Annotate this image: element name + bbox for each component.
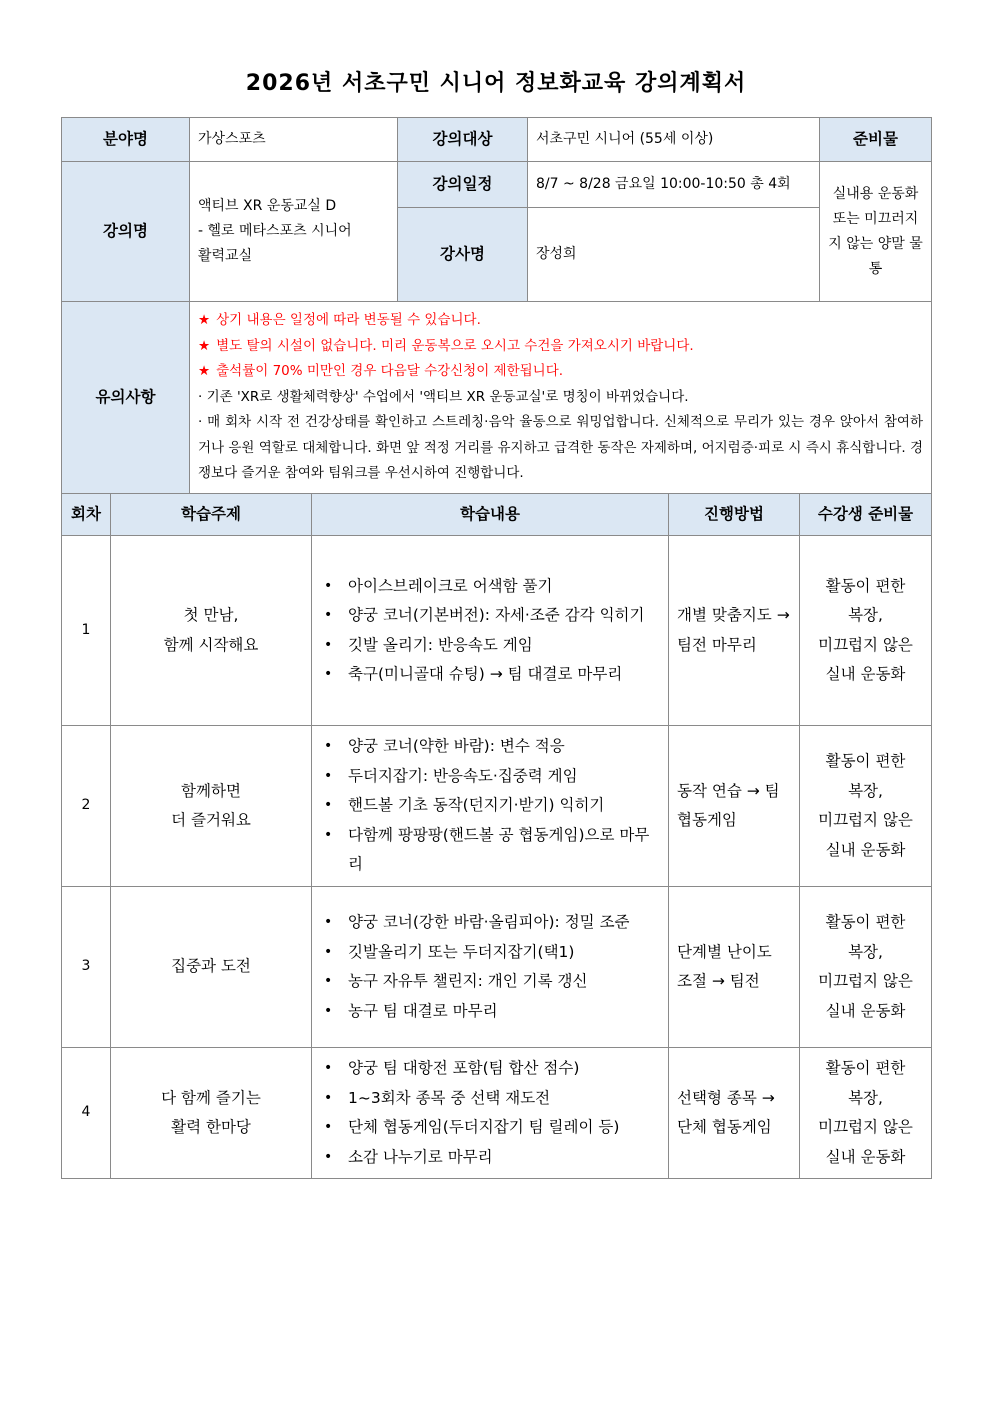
star-icon: ★ xyxy=(198,363,211,380)
content-list xyxy=(320,908,660,1026)
session-topic: 집중과 도전 xyxy=(111,887,312,1048)
schedule-value: 8/7 ~ 8/28 금요일 10:00-10:50 총 4회 xyxy=(528,162,820,208)
schedule-label: 강의일정 xyxy=(398,162,528,208)
session-prep: 활동이 편한 복장, 미끄럽지 않은 실내 운동화 xyxy=(800,536,932,726)
header-content: 학습내용 xyxy=(312,494,669,536)
note-line: · 기존 'XR로 생활체력향상' 수업에서 '액티브 XR 운동교실'로 명칭이 바뀌었습니다. xyxy=(198,388,689,405)
header-session: 회차 xyxy=(62,494,111,536)
list-item: • 양궁 코너(강한 바람·올림피아): 정밀 조준 xyxy=(348,908,660,938)
header-prep: 수강생 준비물 xyxy=(800,494,932,536)
star-icon: ★ xyxy=(198,312,211,329)
list-item: • 깃발올리기 또는 두더지잡기(택1) xyxy=(348,938,660,968)
target-value: 서초구민 시니어 (55세 이상) xyxy=(528,118,820,162)
session-content xyxy=(312,726,669,887)
session-number: 1 xyxy=(62,536,111,726)
session-content xyxy=(312,1048,669,1179)
field-value: 가상스포츠 xyxy=(190,118,398,162)
warning-line: ★ 별도 탈의 시설이 없습니다. 미리 운동복으로 오시고 수건을 가져오시기 바랍니다. xyxy=(198,337,694,354)
course-label: 강의명 xyxy=(62,162,190,302)
session-content xyxy=(312,887,669,1048)
session-method: 동작 연습 → 팀 협동게임 xyxy=(669,726,800,887)
list-item: • 두더지잡기: 반응속도·집중력 게임 xyxy=(348,762,660,792)
session-topic: 다 함께 즐기는 활력 한마당 xyxy=(111,1048,312,1179)
session-method: 단계별 난이도 조절 → 팀전 xyxy=(669,887,800,1048)
list-item: • 다함께 팡팡팡(핸드볼 공 협동게임)으로 마무리 xyxy=(348,821,660,880)
table-row xyxy=(62,887,932,1048)
materials-label: 준비물 xyxy=(820,118,932,162)
list-item: • 농구 팀 대결로 마무리 xyxy=(348,997,660,1027)
list-item: • 농구 자유투 챌린지: 개인 기록 갱신 xyxy=(348,967,660,997)
field-label: 분야명 xyxy=(62,118,190,162)
course-value xyxy=(190,162,398,302)
content-list xyxy=(320,732,660,880)
notes-content xyxy=(190,302,932,494)
session-topic: 첫 만남, 함께 시작해요 xyxy=(111,536,312,726)
materials-value: 실내용 운동화 또는 미끄러지지 않는 양말 물통 xyxy=(820,162,932,302)
session-prep: 활동이 편한 복장, 미끄럽지 않은 실내 운동화 xyxy=(800,887,932,1048)
target-label: 강의대상 xyxy=(398,118,528,162)
session-topic: 함께하면 더 즐거워요 xyxy=(111,726,312,887)
instructor-label: 강사명 xyxy=(398,208,528,302)
list-item: • 양궁 코너(기본버전): 자세·조준 감각 익히기 xyxy=(348,601,660,631)
note-line: · 매 회차 시작 전 건강상태를 확인하고 스트레칭·음악 율동으로 워밍업합니다. 신체적으로 무리가 있는 경우 앉아서 참여하거나 응원 역할로 대체합니다. 화면 앞 적정 거리를 유지하고 급격한 동작은 자제하며, 어지럼증·피로 시 즉시 휴식합니다. 경쟁보다 즐거운 참여와 팀워크를 우선시하여 진행합니다. xyxy=(198,414,923,482)
header-method: 진행방법 xyxy=(669,494,800,536)
list-item: • 소감 나누기로 마무리 xyxy=(348,1143,664,1173)
list-item: • 1~3회차 종목 중 선택 재도전 xyxy=(348,1084,664,1114)
table-row xyxy=(62,1048,932,1179)
list-item: • 양궁 코너(약한 바람): 변수 적응 xyxy=(348,732,660,762)
document-title: 2026년 서초구민 시니어 정보화교육 강의계획서 xyxy=(245,71,747,96)
list-item: • 핸드볼 기초 동작(던지기·받기) 익히기 xyxy=(348,791,660,821)
course-name-line-1: 액티브 XR 운동교실 D xyxy=(198,198,337,214)
course-name-line-2: - 헬로 메타스포츠 시니어 xyxy=(198,223,352,239)
list-item: • 단체 협동게임(두더지잡기 팀 릴레이 등) xyxy=(348,1113,664,1143)
header-topic: 학습주제 xyxy=(111,494,312,536)
session-prep: 활동이 편한 복장, 미끄럽지 않은 실내 운동화 xyxy=(800,726,932,887)
table-row xyxy=(62,726,932,887)
session-number: 4 xyxy=(62,1048,111,1179)
session-method: 개별 맞춤지도 → 팀전 마무리 xyxy=(669,536,800,726)
course-info-table xyxy=(61,117,932,494)
session-method: 선택형 종목 → 단체 협동게임 xyxy=(669,1048,800,1179)
list-item: • 양궁 팀 대항전 포함(팀 합산 점수) xyxy=(348,1054,664,1084)
course-name-line-3: 활력교실 xyxy=(198,248,253,264)
warning-line: ★ 출석률이 70% 미만인 경우 다음달 수강신청이 제한됩니다. xyxy=(198,363,564,380)
content-list xyxy=(320,572,660,690)
instructor-value: 장성희 xyxy=(528,208,820,302)
notes-label: 유의사항 xyxy=(62,302,190,494)
list-item: • 아이스브레이크로 어색함 풀기 xyxy=(348,572,660,602)
content-list xyxy=(320,1054,664,1172)
list-item: • 축구(미니골대 슈팅) → 팀 대결로 마무리 xyxy=(348,660,660,690)
list-item: • 깃발 올리기: 반응속도 게임 xyxy=(348,631,660,661)
session-number: 3 xyxy=(62,887,111,1048)
table-row xyxy=(62,536,932,726)
warning-line: ★ 상기 내용은 일정에 따라 변동될 수 있습니다. xyxy=(198,312,481,329)
session-content xyxy=(312,536,669,726)
session-prep: 활동이 편한 복장, 미끄럽지 않은 실내 운동화 xyxy=(800,1048,932,1179)
schedule-table xyxy=(61,493,932,1179)
star-icon: ★ xyxy=(198,337,211,354)
session-number: 2 xyxy=(62,726,111,887)
